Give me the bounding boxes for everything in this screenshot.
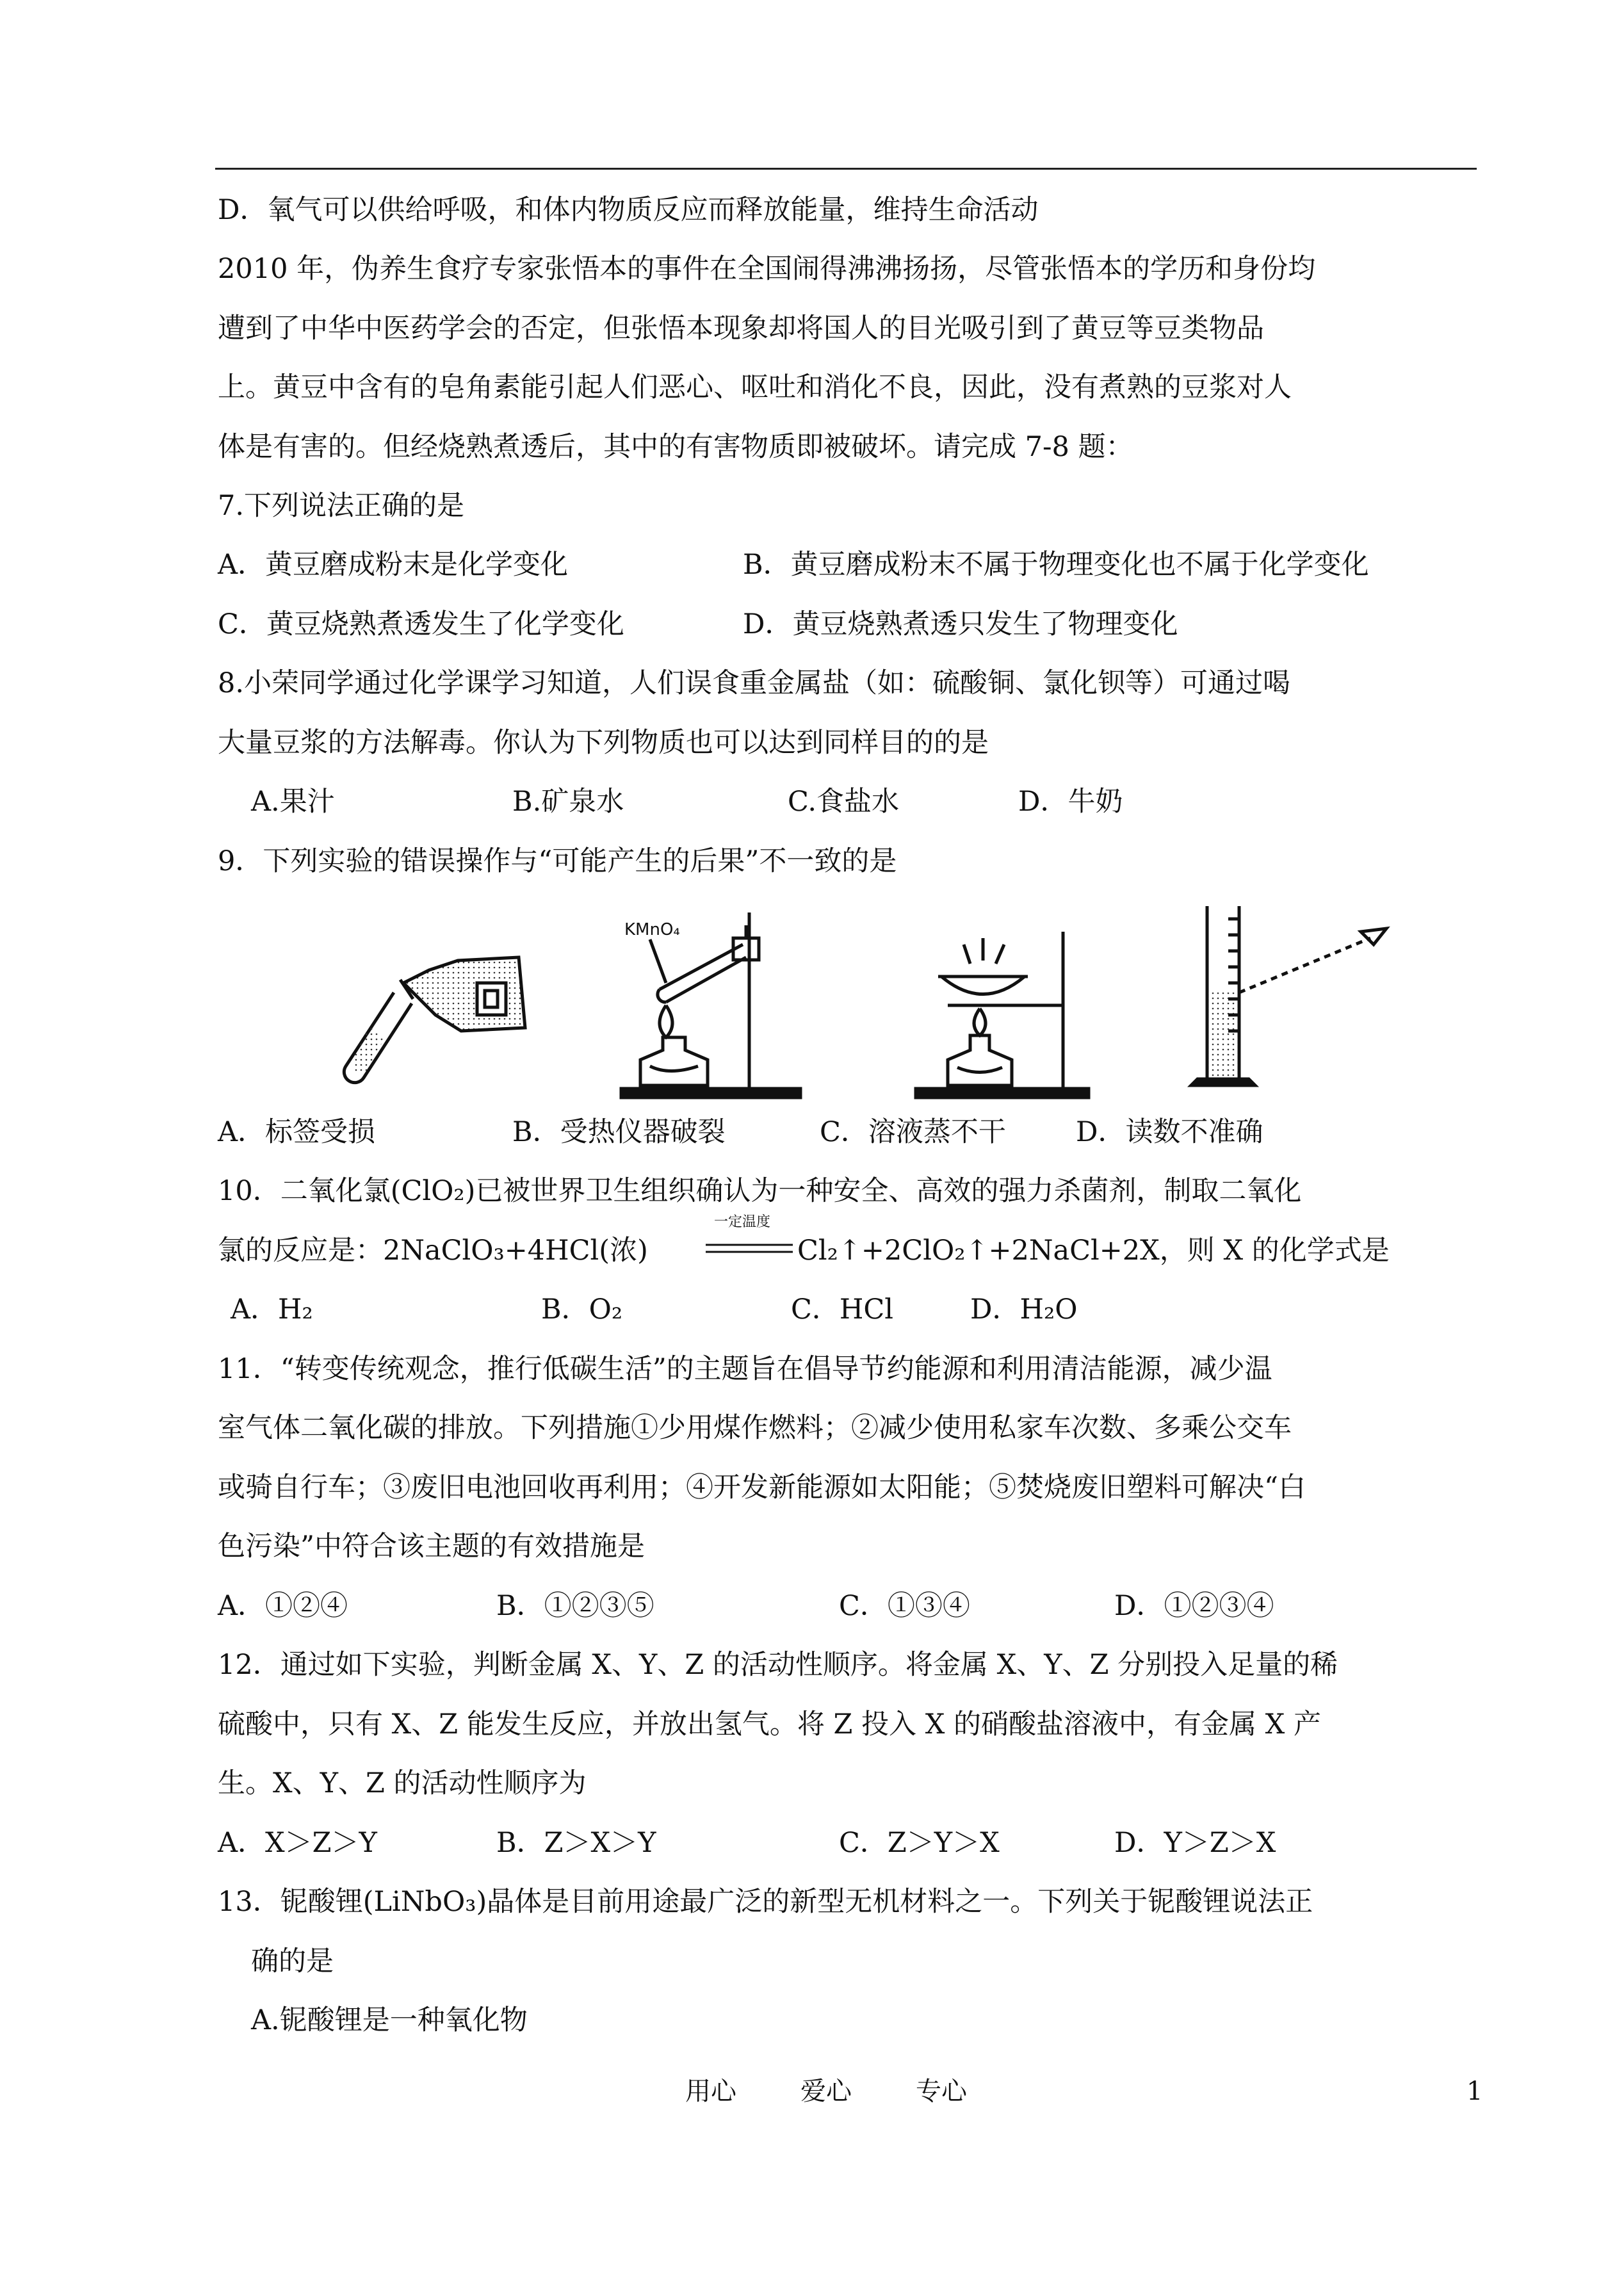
question-13-line-2: 确的是 <box>251 1945 334 1977</box>
q7-option-a: A．黄豆磨成粉末是化学变化 <box>218 549 569 581</box>
option-d-prev-question: D．氧气可以供给呼吸，和体内物质反应而释放能量，维持生命活动 <box>218 194 1039 226</box>
question-10-eq-left: 氯的反应是：2NaClO₃+4HCl(浓) <box>218 1235 648 1267</box>
q9-option-a: A．标签受损 <box>218 1116 376 1148</box>
passage-line-1: 2010 年，伪养生食疗专家张悟本的事件在全国闹得沸沸扬扬，尽管张悟本的学历和身份均 <box>218 253 1316 285</box>
q10-option-b: B．O₂ <box>541 1293 623 1326</box>
q11-option-a: A．①②④ <box>218 1590 348 1622</box>
experiment-figures <box>320 893 1409 1105</box>
q12-option-a: A．X＞Z＞Y <box>218 1827 377 1859</box>
question-13-line-1: 13．铌酸锂(LiNbO₃)晶体是目前用途最广泛的新型无机材料之一。下列关于铌酸锂说法正 <box>218 1886 1313 1918</box>
question-12-line-3: 生。X、Y、Z 的活动性顺序为 <box>218 1767 587 1799</box>
question-11-line-4: 色污染”中符合该主题的有效措施是 <box>218 1530 645 1562</box>
q12-option-c: C．Z＞Y＞X <box>839 1827 1000 1859</box>
figure-heating-kmno4 <box>615 893 826 1105</box>
q11-option-b: B．①②③⑤ <box>496 1590 654 1622</box>
passage-line-2: 遭到了中华中医药学会的否定，但张悟本现象却将国人的目光吸引到了黄豆等豆类物品 <box>218 312 1264 345</box>
q7-option-b: B．黄豆磨成粉末不属于物理变化也不属于化学变化 <box>743 549 1369 581</box>
q10-option-c: C．HCl <box>791 1293 894 1326</box>
q9-option-c: C．溶液蒸不干 <box>820 1116 1006 1148</box>
footer-word-2: 爱心 <box>800 2077 852 2106</box>
q10-option-a: A．H₂ <box>231 1293 313 1326</box>
footer-word-3: 专心 <box>916 2077 967 2106</box>
q11-option-d: D．①②③④ <box>1114 1590 1274 1622</box>
q13-option-a: A.铌酸锂是一种氧化物 <box>251 2004 528 2036</box>
question-10-line-1: 10．二氧化氯(ClO₂)已被世界卫生组织确认为一种安全、高效的强力杀菌剂，制取二氧化 <box>218 1175 1302 1207</box>
question-11-line-2: 室气体二氧化碳的排放。下列措施①少用煤作燃料；②减少使用私家车次数、多乘公交车 <box>218 1412 1292 1444</box>
q12-option-d: D．Y＞Z＞X <box>1114 1827 1276 1859</box>
question-8-line-2: 大量豆浆的方法解毒。你认为下列物质也可以达到同样目的的是 <box>218 727 989 759</box>
figure-pouring-liquid <box>333 893 544 1098</box>
question-8-line-1: 8.小荣同学通过化学课学习知道，人们误食重金属盐（如：硫酸铜、氯化钡等）可通过喝 <box>218 667 1291 699</box>
question-10-eq-right: Cl₂↑+2ClO₂↑+2NaCl+2X，则 X 的化学式是 <box>797 1235 1390 1267</box>
question-11-line-1: 11．“转变传统观念，推行低碳生活”的主题旨在倡导节约能源和利用清洁能源，减少温 <box>218 1353 1272 1385</box>
kmno4-label: KMnO₄ <box>624 920 680 939</box>
question-12-line-2: 硫酸中，只有 X、Z 能发生反应，并放出氢气。将 Z 投入 X 的硝酸盐溶液中，有金属 X 产 <box>218 1708 1321 1740</box>
question-11-line-3: 或骑自行车；③废旧电池回收再利用；④开发新能源如太阳能；⑤焚烧废旧塑料可解决“白 <box>218 1472 1306 1504</box>
question-7: 7.下列说法正确的是 <box>218 490 465 522</box>
reaction-condition: 一定温度 <box>714 1214 771 1230</box>
q8-option-a: A.果汁 <box>251 786 335 818</box>
question-9: 9．下列实验的错误操作与“可能产生的后果”不一致的是 <box>218 845 897 877</box>
q8-option-c: C.食盐水 <box>788 786 900 818</box>
q9-option-b: B．受热仪器破裂 <box>512 1116 726 1148</box>
figure-graduated-cylinder <box>1185 893 1396 1105</box>
passage-line-3: 上。黄豆中含有的皂角素能引起人们恶心、呕吐和消化不良，因此，没有煮熟的豆浆对人 <box>218 371 1292 403</box>
header-rule <box>215 168 1477 170</box>
passage-line-4: 体是有害的。但经烧熟煮透后，其中的有害物质即被破坏。请完成 7-8 题： <box>218 431 1133 463</box>
q10-option-d: D．H₂O <box>970 1293 1078 1326</box>
q8-option-b: B.矿泉水 <box>512 786 624 818</box>
equals-arrow <box>704 1239 794 1258</box>
q11-option-c: C．①③④ <box>839 1590 970 1622</box>
q7-option-d: D．黄豆烧熟煮透只发生了物理变化 <box>743 608 1178 640</box>
figure-evaporation <box>909 893 1121 1105</box>
page-number: 1 <box>1466 2077 1483 2106</box>
q12-option-b: B．Z＞X＞Y <box>496 1827 656 1859</box>
q8-option-d: D．牛奶 <box>1018 786 1123 818</box>
q9-option-d: D．读数不准确 <box>1076 1116 1263 1148</box>
footer-word-1: 用心 <box>685 2077 736 2106</box>
q7-option-c: C．黄豆烧熟煮透发生了化学变化 <box>218 608 624 640</box>
question-12-line-1: 12．通过如下实验，判断金属 X、Y、Z 的活动性顺序。将金属 X、Y、Z 分别投入足量的稀 <box>218 1649 1338 1681</box>
